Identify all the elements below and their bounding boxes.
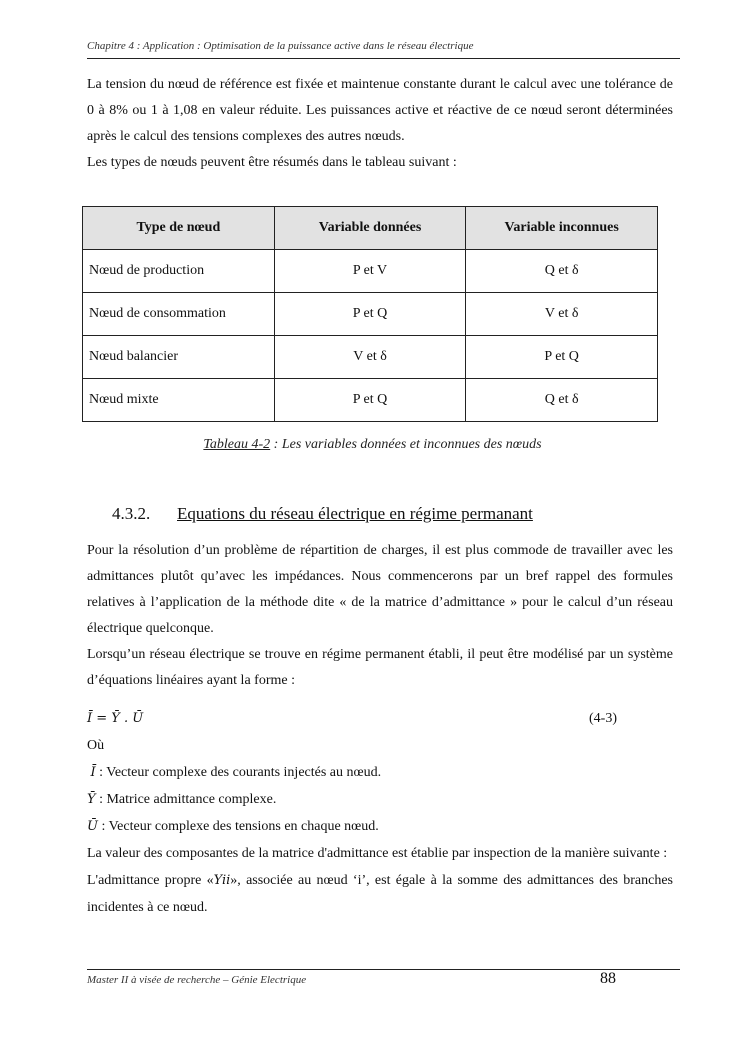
table-cell: Nœud balancier xyxy=(83,336,275,379)
section-title: Equations du réseau électrique en régime permanant xyxy=(177,504,533,523)
section-paragraph-1: Pour la résolution d’un problème de répartition de charges, il est plus commode de travailler avec les admittances plutôt qu’avec les impédances. Nous commencerons par un bref rappel des formules relatives à l’application de la méthode dite « de la matrice d’admittance » pour le calcul d’un réseau électrique quelconque. xyxy=(87,543,673,636)
definition-voltage xyxy=(87,813,673,840)
equation-number: (4-3) xyxy=(589,711,617,726)
table-cell: V et δ xyxy=(274,336,466,379)
table-cell: P et Q xyxy=(466,336,658,379)
admittance-matrix-text: : Matrice admittance complexe. xyxy=(95,792,277,807)
equation-formula: Ī = Ȳ . Ū xyxy=(87,711,144,726)
table-cell: Nœud de production xyxy=(83,250,275,293)
self-admittance-start: L'admittance propre « xyxy=(87,873,214,888)
table-cell: Q et δ xyxy=(466,250,658,293)
table-header-cell: Type de nœud xyxy=(83,207,275,250)
page-footer: Master II à visée de recherche – Génie Electrique xyxy=(87,974,307,986)
current-vector-symbol: Ī xyxy=(90,765,96,780)
table-row xyxy=(83,293,658,336)
header-divider xyxy=(87,58,680,59)
section-heading xyxy=(112,504,533,524)
intro-section xyxy=(87,72,673,176)
table-cell: Q et δ xyxy=(466,379,658,422)
intro-paragraph-2: Les types de nœuds peuvent être résumés dans le tableau suivant : xyxy=(87,155,457,170)
section-paragraph-2: Lorsqu’un réseau électrique se trouve en régime permanent établi, il peut être modélisé par un système d’équations linéaires ayant la forme : xyxy=(87,647,673,688)
table-cell: Nœud de consommation xyxy=(83,293,275,336)
definitions-intro: Où xyxy=(87,738,105,753)
table-row xyxy=(83,379,658,422)
section-number: 4.3.2. xyxy=(112,504,151,523)
table-cell: P et Q xyxy=(274,379,466,422)
self-admittance-symbol: Yii xyxy=(213,873,231,888)
intro-paragraph-1: La tension du nœud de référence est fixée et maintenue constante durant le calcul avec une tolérance de 0 à 8% ou 1 à 1,08 en valeur réduite. Les puissances active et réactive de ce nœud seront déterminées après le calcul des tensions complexes des autres nœuds. xyxy=(87,77,673,144)
self-admittance-paragraph xyxy=(87,867,673,921)
page-number: 88 xyxy=(600,970,616,987)
table-header-cell: Variable inconnues xyxy=(466,207,658,250)
voltage-vector-text: : Vecteur complexe des tensions en chaque nœud. xyxy=(97,819,379,834)
definition-admittance xyxy=(87,786,673,813)
page-header: Chapitre 4 : Application : Optimisation de la puissance active dans le réseau électrique xyxy=(87,40,474,52)
table-caption-ref: Tableau 4-2 xyxy=(203,437,271,452)
table-caption xyxy=(0,437,745,453)
table-cell: Nœud mixte xyxy=(83,379,275,422)
table-cell: P et Q xyxy=(274,293,466,336)
node-types-table xyxy=(82,206,658,422)
voltage-vector-symbol: Ū xyxy=(87,819,98,834)
equation-4-3 xyxy=(87,707,673,731)
table-cell: V et δ xyxy=(466,293,658,336)
table-header-row xyxy=(83,207,658,250)
current-vector-text: : Vecteur complexe des courants injectés au nœud. xyxy=(95,765,382,780)
admittance-matrix-paragraph: La valeur des composantes de la matrice d'admittance est établie par inspection de la manière suivante : xyxy=(87,846,668,861)
admittance-matrix-symbol: Ȳ xyxy=(87,792,96,807)
self-admittance-end: », associée au nœud ‘i’, est égale à la somme des admittances des branches incidentes à ce nœud. xyxy=(87,873,673,915)
section-body xyxy=(87,538,673,694)
definition-current xyxy=(87,759,673,786)
table-cell: P et V xyxy=(274,250,466,293)
table-row xyxy=(83,250,658,293)
definitions xyxy=(87,732,673,921)
table-row xyxy=(83,336,658,379)
table-header-cell: Variable données xyxy=(274,207,466,250)
footer-divider xyxy=(87,969,680,970)
table-caption-text: : Les variables données et inconnues des nœuds xyxy=(270,437,542,452)
